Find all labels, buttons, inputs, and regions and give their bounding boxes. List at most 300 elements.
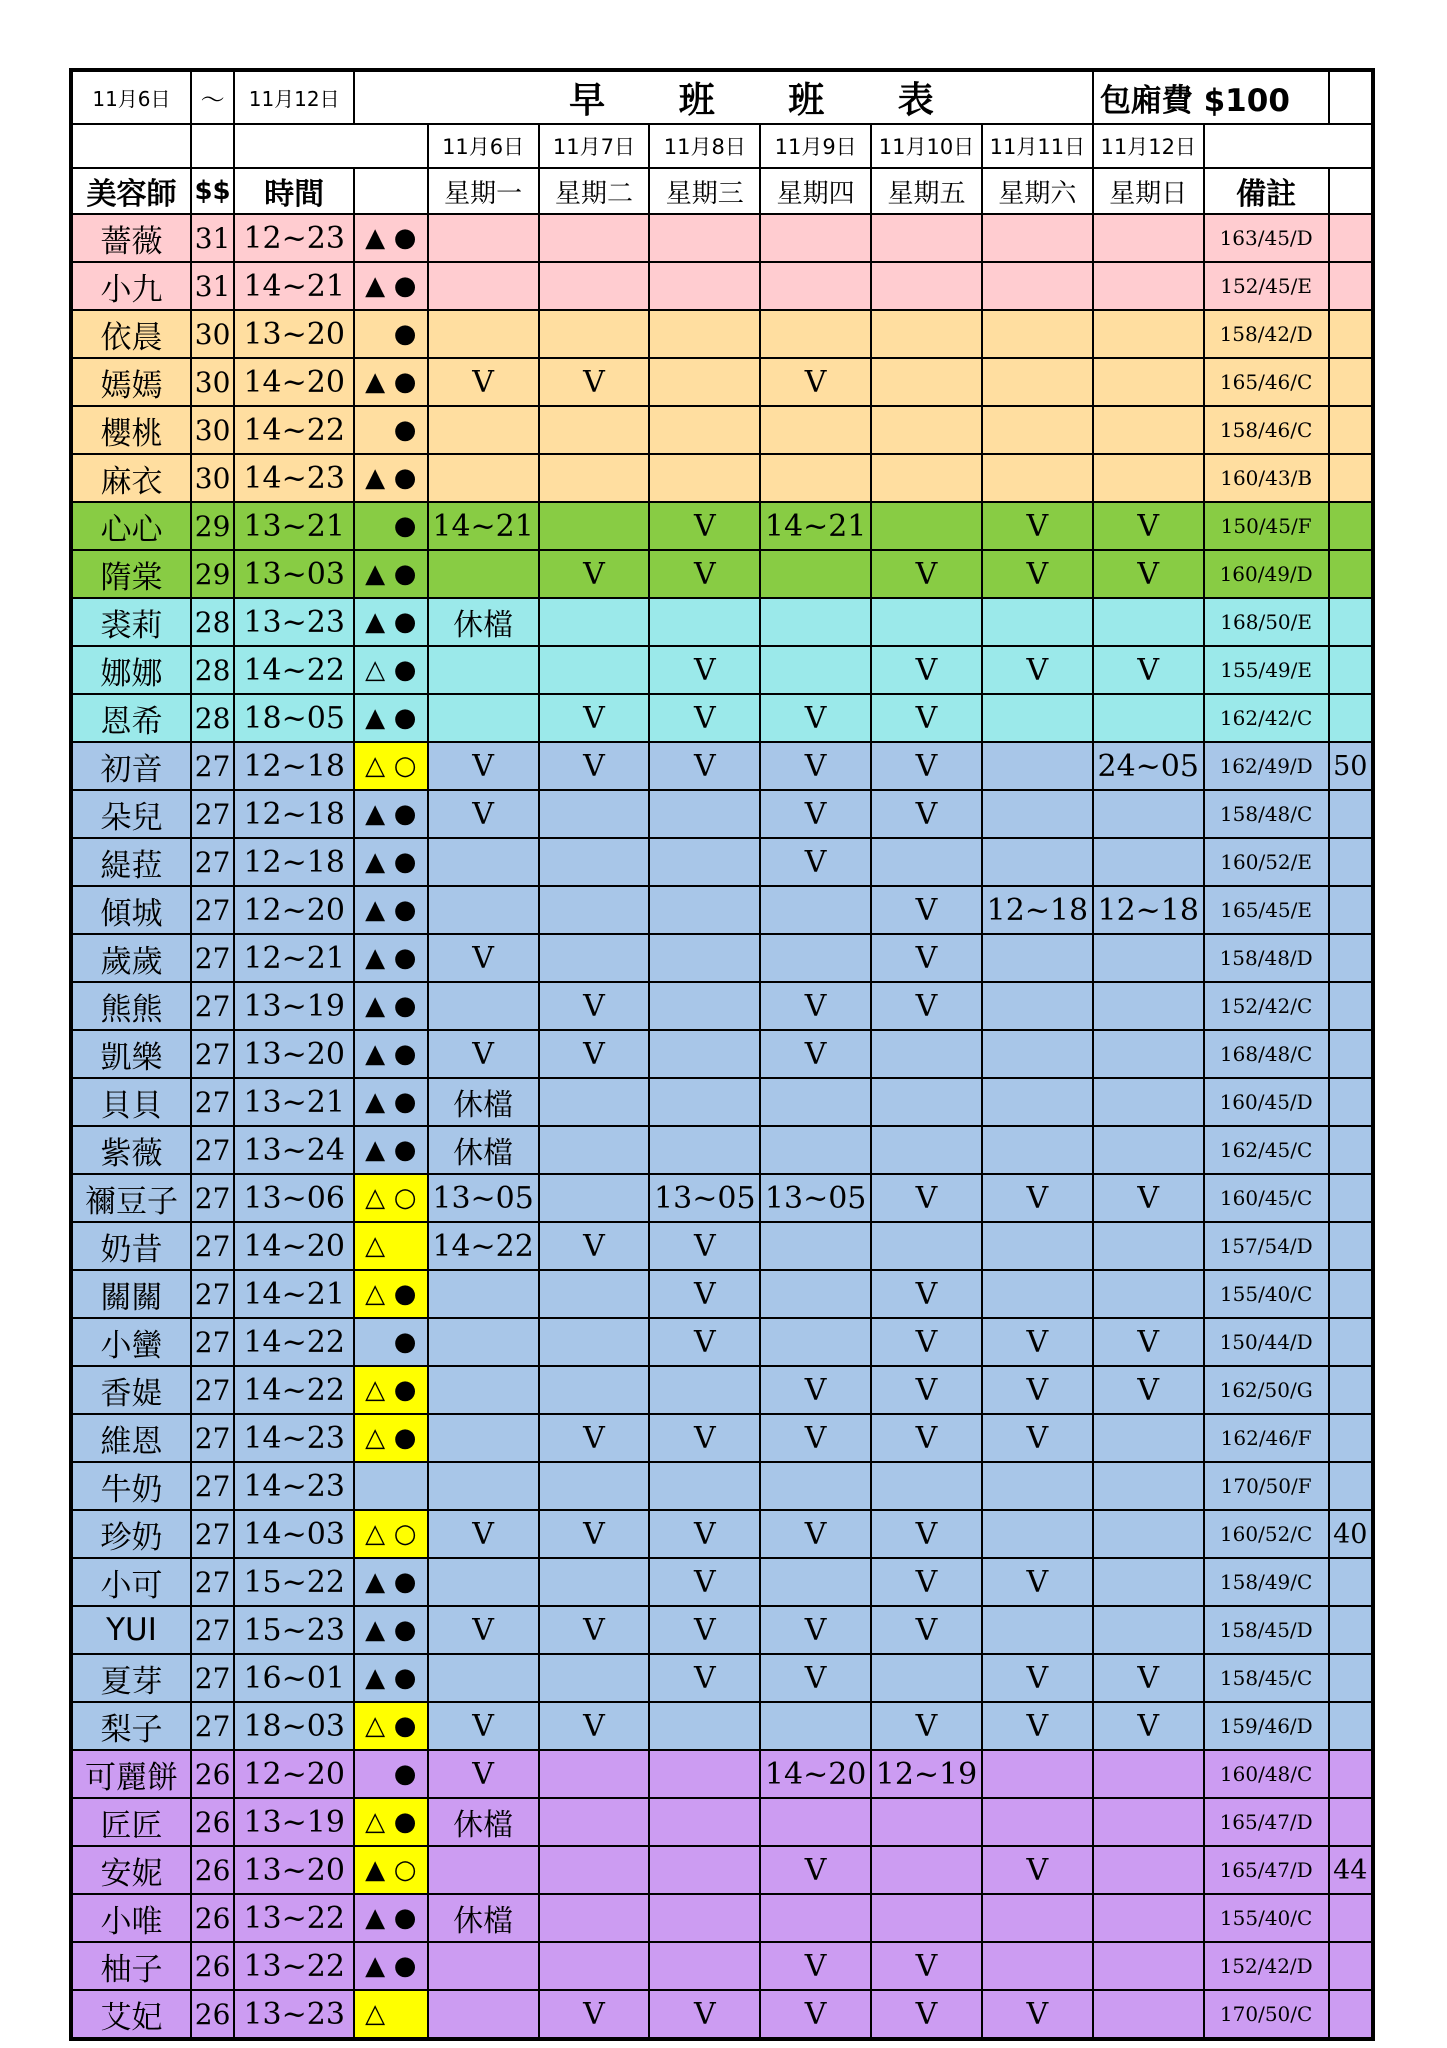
extra-value: [1329, 598, 1373, 646]
day-cell: [760, 262, 871, 310]
day-cell: [539, 1750, 650, 1798]
therapist-name: 香媞: [71, 1366, 191, 1414]
date-range-tilde: ～: [191, 70, 234, 124]
day-cell: [1093, 1990, 1204, 2039]
day-cell: [982, 1606, 1093, 1654]
service-symbol: ●: [393, 1423, 419, 1453]
body-stats-note: 150/45/F: [1204, 502, 1329, 550]
day-cell: [760, 454, 871, 502]
service-symbol: △: [365, 1711, 388, 1741]
day-cell: V: [982, 1846, 1093, 1894]
service-symbols: [354, 1654, 428, 1702]
day-cell: V: [1093, 1174, 1204, 1222]
therapist-name: 麻衣: [71, 454, 191, 502]
day-cell: V: [539, 1510, 650, 1558]
work-hours: 12~23: [234, 214, 354, 262]
day-cell: [871, 502, 982, 550]
day-cell: 14~22: [428, 1222, 539, 1270]
therapist-name: 初音: [71, 742, 191, 790]
body-stats-note: 160/48/C: [1204, 1750, 1329, 1798]
table-row: [71, 1462, 1373, 1510]
body-stats-note: 150/44/D: [1204, 1318, 1329, 1366]
day-cell: 12~18: [982, 886, 1093, 934]
extra-value: [1329, 1270, 1373, 1318]
price-tier: 27: [191, 1078, 234, 1126]
day-cell: [539, 1078, 650, 1126]
table-row: [71, 1318, 1373, 1366]
day-cell: [982, 838, 1093, 886]
day-cell: [982, 262, 1093, 310]
day-cell: V: [760, 1606, 871, 1654]
price-tier: 26: [191, 1798, 234, 1846]
table-row: [71, 1798, 1373, 1846]
day-cell: [1093, 1798, 1204, 1846]
service-symbol: ▲: [365, 1903, 388, 1933]
body-stats-note: 158/49/C: [1204, 1558, 1329, 1606]
day-cell: 休檔: [428, 1078, 539, 1126]
date-6: 11月11日: [982, 124, 1093, 168]
work-hours: 14~22: [234, 646, 354, 694]
day-cell: V: [760, 1030, 871, 1078]
day-cell: [760, 1702, 871, 1750]
empty-cell: [191, 124, 234, 168]
day-cell: 休檔: [428, 1126, 539, 1174]
service-symbols: [354, 1462, 428, 1510]
day-cell: [982, 982, 1093, 1030]
service-symbol: ●: [393, 991, 419, 1021]
service-symbol: ●: [393, 463, 419, 493]
day-cell: [982, 1942, 1093, 1990]
body-stats-note: 158/48/C: [1204, 790, 1329, 838]
service-symbols: [354, 694, 428, 742]
work-hours: 14~03: [234, 1510, 354, 1558]
work-hours: 13~06: [234, 1174, 354, 1222]
table-row: [71, 1174, 1373, 1222]
work-hours: 13~24: [234, 1126, 354, 1174]
weekday-3: 星期三: [649, 168, 760, 214]
day-cell: [982, 1078, 1093, 1126]
weekday-1: 星期一: [428, 168, 539, 214]
extra-value: [1329, 1318, 1373, 1366]
service-symbols: [354, 550, 428, 598]
price-tier: 27: [191, 1558, 234, 1606]
service-symbol: △: [365, 655, 388, 685]
service-symbols: [354, 1558, 428, 1606]
day-cell: V: [649, 1270, 760, 1318]
table-row: [71, 886, 1373, 934]
work-hours: 13~23: [234, 598, 354, 646]
therapist-name: 小唯: [71, 1894, 191, 1942]
service-symbol: ▲: [365, 703, 388, 733]
service-symbol: △: [365, 1279, 388, 1309]
table-row: [71, 406, 1373, 454]
weekday-4: 星期四: [760, 168, 871, 214]
service-symbols: [354, 1174, 428, 1222]
day-cell: [1093, 1462, 1204, 1510]
price-tier: 27: [191, 742, 234, 790]
service-symbol: ●: [393, 319, 419, 349]
body-stats-note: 158/46/C: [1204, 406, 1329, 454]
weekday-2: 星期二: [539, 168, 650, 214]
price-tier: 26: [191, 1942, 234, 1990]
body-stats-note: 168/48/C: [1204, 1030, 1329, 1078]
day-cell: V: [871, 1174, 982, 1222]
empty-cell: [1329, 168, 1373, 214]
day-cell: [871, 1654, 982, 1702]
day-cell: [1093, 262, 1204, 310]
day-cell: 13~05: [649, 1174, 760, 1222]
therapist-name: 禰豆子: [71, 1174, 191, 1222]
day-cell: V: [539, 1030, 650, 1078]
service-symbol: ○: [393, 1183, 419, 1213]
schedule-table: [69, 68, 1375, 2041]
body-stats-note: 160/52/E: [1204, 838, 1329, 886]
service-symbol: ●: [393, 1951, 419, 1981]
service-symbols: [354, 742, 428, 790]
end-date: 11月12日: [234, 70, 354, 124]
day-cell: [539, 1942, 650, 1990]
price-tier: 27: [191, 982, 234, 1030]
service-symbol: ▲: [365, 223, 388, 253]
therapist-name: 奶昔: [71, 1222, 191, 1270]
title-char-3: 班: [788, 80, 825, 121]
extra-value: [1329, 1366, 1373, 1414]
day-cell: [649, 214, 760, 262]
service-symbols: [354, 1750, 428, 1798]
day-cell: V: [871, 550, 982, 598]
column-header-row: [71, 168, 1373, 214]
day-cell: [539, 838, 650, 886]
therapist-name: 小可: [71, 1558, 191, 1606]
day-cell: 休檔: [428, 1798, 539, 1846]
extra-value: [1329, 1702, 1373, 1750]
day-cell: 12~18: [1093, 886, 1204, 934]
therapist-name: 歲歲: [71, 934, 191, 982]
price-tier: 27: [191, 1510, 234, 1558]
day-cell: [871, 358, 982, 406]
price-tier: 28: [191, 694, 234, 742]
day-cell: [871, 214, 982, 262]
day-cell: [649, 838, 760, 886]
day-cell: [649, 982, 760, 1030]
day-cell: [649, 1462, 760, 1510]
therapist-name: 艾妃: [71, 1990, 191, 2039]
day-cell: [428, 646, 539, 694]
work-hours: 12~18: [234, 742, 354, 790]
table-row: [71, 1750, 1373, 1798]
body-stats-note: 162/46/F: [1204, 1414, 1329, 1462]
service-symbols: [354, 1894, 428, 1942]
day-cell: [1093, 1846, 1204, 1894]
work-hours: 13~19: [234, 982, 354, 1030]
day-cell: V: [982, 1174, 1093, 1222]
service-symbol: ▲: [365, 1087, 388, 1117]
work-hours: 13~23: [234, 1990, 354, 2039]
extra-value: [1329, 310, 1373, 358]
day-cell: V: [649, 646, 760, 694]
therapist-name: 牛奶: [71, 1462, 191, 1510]
work-hours: 14~21: [234, 262, 354, 310]
day-cell: [982, 1510, 1093, 1558]
therapist-name: 緹菈: [71, 838, 191, 886]
service-symbol: ●: [393, 223, 419, 253]
day-cell: [539, 886, 650, 934]
work-hours: 13~20: [234, 1030, 354, 1078]
body-stats-note: 152/42/C: [1204, 982, 1329, 1030]
day-cell: [428, 1942, 539, 1990]
extra-value: [1329, 1414, 1373, 1462]
day-cell: V: [871, 694, 982, 742]
day-cell: V: [649, 550, 760, 598]
work-hours: 13~21: [234, 1078, 354, 1126]
day-cell: [1093, 358, 1204, 406]
day-cell: [428, 406, 539, 454]
day-cell: V: [760, 1654, 871, 1702]
day-cell: V: [428, 1702, 539, 1750]
therapist-name: 柚子: [71, 1942, 191, 1990]
day-cell: V: [428, 790, 539, 838]
body-stats-note: 165/47/D: [1204, 1798, 1329, 1846]
work-hours: 14~23: [234, 1414, 354, 1462]
body-stats-note: 160/49/D: [1204, 550, 1329, 598]
service-symbols: [354, 310, 428, 358]
service-symbol: ▲: [365, 607, 388, 637]
price-tier: 27: [191, 1222, 234, 1270]
table-row: [71, 1030, 1373, 1078]
service-symbol: ○: [393, 751, 419, 781]
day-cell: [649, 1846, 760, 1894]
day-cell: V: [871, 1606, 982, 1654]
title-row: [71, 70, 1373, 124]
day-cell: V: [760, 694, 871, 742]
service-symbols: [354, 214, 428, 262]
extra-value: [1329, 790, 1373, 838]
day-cell: V: [428, 742, 539, 790]
day-cell: V: [649, 1558, 760, 1606]
price-tier: 27: [191, 1318, 234, 1366]
extra-value: [1329, 1174, 1373, 1222]
day-cell: [428, 1318, 539, 1366]
day-cell: [539, 1126, 650, 1174]
service-symbol: ▲: [365, 1951, 388, 1981]
day-cell: [428, 1366, 539, 1414]
price-tier: 31: [191, 262, 234, 310]
day-cell: [760, 406, 871, 454]
service-symbol: ●: [393, 1039, 419, 1069]
work-hours: 12~20: [234, 886, 354, 934]
day-cell: V: [871, 1366, 982, 1414]
day-cell: [1093, 598, 1204, 646]
day-cell: V: [760, 1510, 871, 1558]
day-cell: [1093, 1558, 1204, 1606]
price-tier: 29: [191, 502, 234, 550]
day-cell: V: [1093, 646, 1204, 694]
extra-value: [1329, 406, 1373, 454]
day-cell: [871, 1222, 982, 1270]
price-tier: 27: [191, 1462, 234, 1510]
therapist-name: 恩希: [71, 694, 191, 742]
extra-value: [1329, 1990, 1373, 2039]
service-symbols: [354, 598, 428, 646]
date-5: 11月10日: [871, 124, 982, 168]
price-tier: 27: [191, 1606, 234, 1654]
date-2: 11月7日: [539, 124, 650, 168]
header-price: $$: [191, 168, 234, 214]
body-stats-note: 165/46/C: [1204, 358, 1329, 406]
therapist-name: 安妮: [71, 1846, 191, 1894]
price-tier: 30: [191, 454, 234, 502]
work-hours: 14~23: [234, 1462, 354, 1510]
therapist-name: 關關: [71, 1270, 191, 1318]
day-cell: V: [982, 1366, 1093, 1414]
room-fee-label: 包廂費 $100: [1093, 70, 1329, 124]
day-cell: [1093, 1942, 1204, 1990]
day-cell: [982, 790, 1093, 838]
price-tier: 27: [191, 1366, 234, 1414]
title-row-end-cell: [1329, 70, 1373, 124]
work-hours: 12~18: [234, 838, 354, 886]
price-tier: 26: [191, 1846, 234, 1894]
price-tier: 27: [191, 886, 234, 934]
day-cell: [428, 1414, 539, 1462]
day-cell: [760, 886, 871, 934]
service-symbols: [354, 934, 428, 982]
day-cell: V: [871, 886, 982, 934]
service-symbol: ▲: [365, 1663, 388, 1693]
therapist-name: 娜娜: [71, 646, 191, 694]
price-tier: 27: [191, 1126, 234, 1174]
table-row: [71, 550, 1373, 598]
title-char-2: 班: [678, 80, 715, 121]
service-symbol: ▲: [365, 271, 388, 301]
day-cell: [1093, 1894, 1204, 1942]
day-cell: V: [871, 1414, 982, 1462]
day-cell: [1093, 1126, 1204, 1174]
body-stats-note: 165/47/D: [1204, 1846, 1329, 1894]
day-cell: [428, 982, 539, 1030]
day-cell: [760, 1558, 871, 1606]
day-cell: [760, 934, 871, 982]
day-cell: [982, 406, 1093, 454]
service-symbol: ●: [393, 799, 419, 829]
price-tier: 27: [191, 1654, 234, 1702]
day-cell: 13~05: [760, 1174, 871, 1222]
service-symbol: ●: [393, 943, 419, 973]
table-row: [71, 646, 1373, 694]
day-cell: [1093, 790, 1204, 838]
body-stats-note: 160/45/C: [1204, 1174, 1329, 1222]
service-symbol: ▲: [365, 847, 388, 877]
service-symbols: [354, 646, 428, 694]
therapist-name: 夏芽: [71, 1654, 191, 1702]
day-cell: 12~19: [871, 1750, 982, 1798]
day-cell: V: [428, 1606, 539, 1654]
service-symbol: ●: [393, 847, 419, 877]
day-cell: V: [539, 1702, 650, 1750]
body-stats-note: 160/45/D: [1204, 1078, 1329, 1126]
day-cell: V: [1093, 1702, 1204, 1750]
day-cell: V: [649, 742, 760, 790]
service-symbols: [354, 1126, 428, 1174]
work-hours: 13~22: [234, 1894, 354, 1942]
day-cell: [760, 1318, 871, 1366]
price-tier: 28: [191, 598, 234, 646]
service-symbols: [354, 1078, 428, 1126]
price-tier: 27: [191, 838, 234, 886]
price-tier: 29: [191, 550, 234, 598]
day-cell: V: [649, 694, 760, 742]
day-cell: [428, 310, 539, 358]
body-stats-note: 162/50/G: [1204, 1366, 1329, 1414]
day-cell: [760, 1798, 871, 1846]
work-hours: 12~21: [234, 934, 354, 982]
day-cell: [649, 1078, 760, 1126]
price-tier: 26: [191, 1750, 234, 1798]
service-symbol: ●: [393, 511, 419, 541]
day-cell: V: [871, 646, 982, 694]
day-cell: V: [649, 1990, 760, 2039]
day-cell: V: [649, 1222, 760, 1270]
day-cell: V: [1093, 550, 1204, 598]
day-cell: [1093, 1078, 1204, 1126]
day-cell: V: [1093, 1654, 1204, 1702]
day-cell: V: [1093, 1318, 1204, 1366]
service-symbols: [354, 1030, 428, 1078]
day-cell: [649, 1702, 760, 1750]
weekday-5: 星期五: [871, 168, 982, 214]
day-cell: [871, 406, 982, 454]
day-cell: [982, 310, 1093, 358]
day-cell: [871, 310, 982, 358]
day-cell: V: [760, 1990, 871, 2039]
service-symbols: [354, 886, 428, 934]
service-symbol: ●: [393, 1759, 419, 1789]
day-cell: [539, 454, 650, 502]
therapist-name: 可麗餅: [71, 1750, 191, 1798]
day-cell: [982, 1798, 1093, 1846]
start-date: 11月6日: [71, 70, 191, 124]
extra-value: [1329, 1558, 1373, 1606]
service-symbols: [354, 1510, 428, 1558]
day-cell: 14~21: [760, 502, 871, 550]
day-cell: [649, 886, 760, 934]
body-stats-note: 162/49/D: [1204, 742, 1329, 790]
day-cell: [649, 358, 760, 406]
service-symbol: △: [365, 1231, 388, 1261]
day-cell: [760, 1270, 871, 1318]
day-cell: V: [760, 1366, 871, 1414]
day-cell: [649, 934, 760, 982]
day-cell: V: [982, 1318, 1093, 1366]
day-cell: [539, 310, 650, 358]
work-hours: 16~01: [234, 1654, 354, 1702]
service-symbol: ●: [393, 367, 419, 397]
body-stats-note: 158/45/D: [1204, 1606, 1329, 1654]
therapist-name: 隋棠: [71, 550, 191, 598]
day-cell: [982, 934, 1093, 982]
body-stats-note: 155/40/C: [1204, 1270, 1329, 1318]
service-symbol: ●: [393, 1615, 419, 1645]
body-stats-note: 158/48/D: [1204, 934, 1329, 982]
empty-cell: [71, 124, 191, 168]
table-row: [71, 1894, 1373, 1942]
service-symbol: ●: [393, 607, 419, 637]
day-cell: [1093, 1606, 1204, 1654]
service-symbol: ●: [393, 1663, 419, 1693]
day-cell: V: [539, 694, 650, 742]
day-cell: V: [871, 934, 982, 982]
work-hours: 15~23: [234, 1606, 354, 1654]
